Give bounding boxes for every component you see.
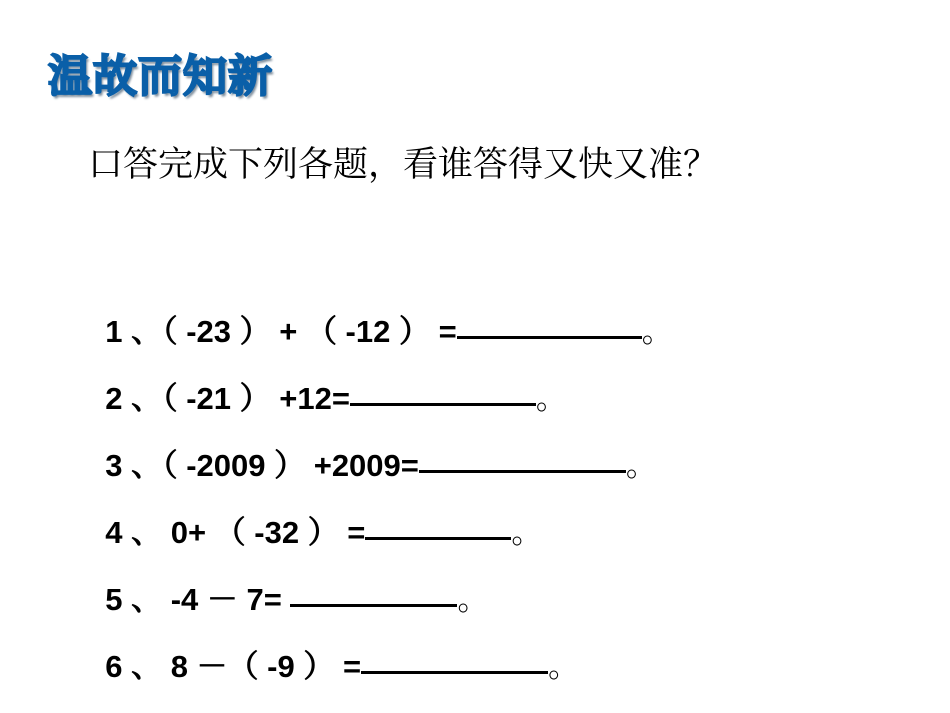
problem-4-text: 4 、 0+ （ -32 ） =	[105, 515, 366, 550]
page-title: 温故而知新	[48, 51, 273, 102]
problem-2	[88, 330, 567, 417]
problem-5	[88, 531, 489, 618]
problem-4-end: 。	[511, 515, 543, 551]
problem-1-end: 。	[641, 314, 673, 350]
problem-3-end: 。	[625, 448, 657, 484]
problem-6-end: 。	[548, 649, 580, 685]
problem-6-answer-blank[interactable]	[361, 669, 548, 674]
problem-5-end: 。	[457, 582, 489, 618]
problem-2-end: 。	[535, 381, 567, 417]
problem-6	[88, 598, 580, 685]
problem-6-text: 6 、 8 －（ -9 ） =	[105, 649, 362, 684]
problem-1-text: 1 、（ -23 ） + （ -12 ） =	[105, 314, 457, 349]
problem-1	[88, 263, 673, 350]
problem-2-text: 2 、（ -21 ） +12=	[105, 381, 350, 416]
problem-3-text: 3 、（ -2009 ） +2009=	[105, 448, 419, 483]
problem-3	[88, 397, 657, 484]
problem-4	[88, 464, 543, 551]
problem-5-text: 5 、 -4 － 7=	[105, 582, 291, 617]
instructions-text: 口答完成下列各题，看谁答得又快又准？	[88, 145, 719, 185]
